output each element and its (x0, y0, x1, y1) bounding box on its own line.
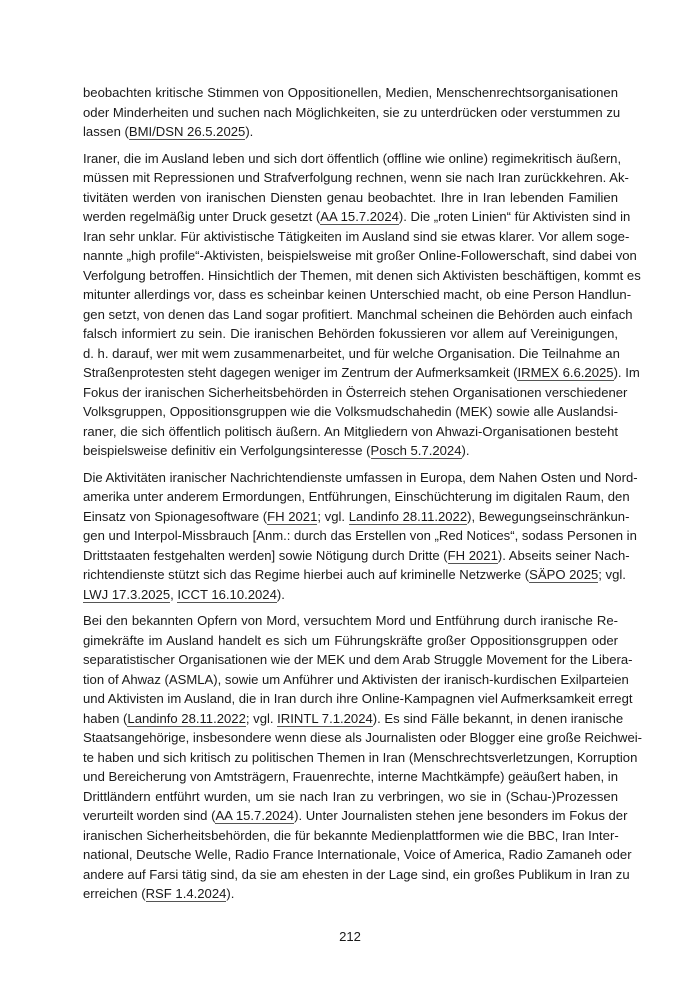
text-line (83, 631, 618, 651)
citation-link[interactable]: FH 2021 (267, 508, 318, 524)
text-segment: Iraner, die im Ausland leben und sich dort öffentlich (offline wie online) regimekritisch äußern, (83, 150, 622, 166)
citation-link[interactable]: RSF 1.4.2024 (145, 886, 227, 901)
text-segment: andere auf Farsi tätig sind, da sie am ehesten in der Lage sind, ein großes Publikum in Iran zu (83, 866, 630, 882)
text-line (83, 402, 618, 422)
text-segment: te haben und sich kritisch zu politischen Themen in Iran (Menschrechtsverletzungen, Korruption (83, 749, 638, 765)
text-line (83, 122, 618, 142)
document-body (83, 83, 643, 911)
text-segment: ). (276, 586, 285, 602)
citation-link[interactable]: IRINTL 7.1.2024 (277, 710, 373, 726)
citation-link[interactable]: Landinfo 28.11.2022 (127, 710, 246, 726)
text-segment: tivitäten werden von iranischen Diensten genau beobachtet. Ihre in Iran lebenden Familien (83, 189, 618, 205)
text-segment: ). Unter Journalisten stehen jene besonders im Fokus der (294, 808, 628, 823)
text-segment: Iran sehr unklar. Für aktivistische Tätigkeiten im Ausland sind sie etwas klarer. Vor allem soge- (83, 228, 630, 244)
citation-link[interactable]: BMI/DSN 26.5.2025 (128, 124, 246, 139)
text-segment: Die Aktivitäten iranischer Nachrichtendienste umfassen in Europa, dem Nahen Osten und Nord- (83, 469, 638, 485)
text-segment: ). Es sind Fälle bekannt, in denen iranische (372, 710, 624, 726)
citation-link[interactable]: AA 15.7.2024 (215, 808, 295, 823)
text-line (83, 565, 626, 585)
citation-link[interactable]: Posch 5.7.2024 (370, 443, 462, 458)
text-segment: Drittstaaten festgehalten werden] sowie Nötigung durch Dritte ( (83, 547, 448, 563)
text-line (83, 149, 622, 169)
text-line (83, 689, 633, 709)
citation-link[interactable]: AA 15.7.2024 (320, 209, 399, 224)
text-segment: , (170, 586, 178, 602)
text-segment: Einsatz von Spionagesoftware ( (83, 508, 268, 524)
text-segment: Drittländern entführt wurden, um sie nach Iran zu verbringen, wo sie in (Schau-)Prozessen (83, 788, 618, 804)
text-line (83, 670, 629, 690)
text-line (83, 845, 632, 865)
text-line (83, 767, 618, 787)
paragraph (83, 468, 638, 605)
text-line (83, 865, 630, 885)
text-segment: ). (226, 886, 235, 901)
text-line (83, 884, 618, 904)
text-segment: müssen mit Repressionen und Strafverfolgung rechnen, wenn sie nach Iran zurückkehren. Ak- (83, 170, 629, 185)
text-segment: gimekräfte im Ausland handelt es sich um Führungskräfte großer Oppositionsgruppen oder (83, 632, 618, 648)
text-segment: d. h. darauf, wer mit wem zusammenarbeitet, und für welche Organisation. Die Teilnahme an (83, 345, 620, 361)
text-segment: ). (461, 443, 470, 458)
text-segment: falsch informiert zu sein. Die iranischen Behörden fokussieren vor allem auf Vereinigungen, (83, 326, 618, 341)
text-segment: Staatsangehörige, insbesondere wenn diese als Journalisten oder Blogger eine große Reichwei- (83, 730, 643, 745)
text-line (83, 507, 630, 527)
text-line (83, 344, 618, 364)
text-line (83, 266, 641, 286)
text-segment: mitunter allerdings vor, dass es scheinbar keinen Unterschied macht, ob eine Person Handlun- (83, 287, 632, 302)
text-line (83, 728, 643, 748)
paragraph (83, 611, 643, 904)
text-segment: gen und Interpol-Missbrauch [Anm.: durch das Erstellen von „Red Notices“, sodass Personen in (83, 528, 637, 543)
text-segment: ; vgl. (598, 567, 626, 582)
text-segment: gen setzt, von denen das Land sogar profitiert. Manchmal scheinen die Behörden auch einfach (83, 306, 633, 322)
text-segment: verurteilt worden sind ( (83, 808, 216, 823)
text-line (83, 103, 621, 123)
text-segment: werden regelmäßig unter Druck gesetzt ( (83, 209, 321, 224)
text-line (83, 585, 618, 605)
text-segment: national, Deutsche Welle, Radio France Internationale, Voice of America, Radio Zamaneh oder (83, 847, 632, 862)
text-segment: und Aktivisten im Ausland, die in Iran durch ihre Online-Kampagnen viel Aufmerksamkeit erregt (83, 691, 633, 706)
text-segment: haben ( (83, 710, 128, 726)
paragraph (83, 149, 641, 461)
text-line (83, 83, 618, 103)
text-line (83, 468, 638, 488)
text-line (83, 526, 637, 546)
text-segment: ; vgl. (317, 508, 349, 524)
text-segment: nannte „high profile“-Aktivisten, beispielsweise mit großer Online-Followerschaft, sind dabei von (83, 248, 637, 263)
text-line (83, 441, 618, 461)
text-segment: tion of Ahwaz (ASMLA), sowie um Anführer und Aktivisten der iranisch-kurdischen Exilparteien (83, 671, 629, 687)
text-line (83, 227, 630, 247)
text-segment: Fokus der iranischen Sicherheitsbehörden in Österreich stehen Organisationen verschiedener (83, 384, 628, 400)
text-segment: ). Die „roten Linien“ für Aktivisten sind in (398, 209, 631, 224)
text-segment: Bei den bekannten Opfern von Mord, versuchtem Mord und Entführung durch iranische Re- (83, 613, 618, 628)
text-line (83, 305, 633, 325)
text-line (83, 826, 618, 846)
text-line (83, 168, 629, 188)
text-line (83, 246, 637, 266)
text-line (83, 806, 628, 826)
text-segment: beobachten kritische Stimmen von Oppositionellen, Medien, Menschenrechtsorganisationen (83, 85, 618, 100)
text-line (83, 363, 640, 383)
text-segment: erreichen ( (83, 886, 146, 901)
text-segment: ; vgl. (245, 710, 278, 726)
text-line (83, 709, 624, 729)
text-segment: ), Bewegungseinschränkun- (467, 508, 630, 524)
page-number: 212 (339, 929, 361, 944)
text-line (83, 650, 633, 670)
text-segment: richtendienste stützt sich das Regime hierbei auch auf kriminelle Netzwerke ( (83, 567, 530, 582)
text-segment: lassen ( (83, 124, 129, 139)
text-segment: raner, die sich öffentlich politisch äußern. An Mitgliedern von Ahwazi-Organisationen besteht (83, 423, 618, 439)
text-line (83, 422, 618, 442)
text-segment: amerika unter anderem Ermordungen, Entführungen, Einschüchterung im digitalen Raum, den (83, 489, 630, 504)
text-line (83, 383, 628, 403)
citation-link[interactable]: LWJ 17.3.2025 (83, 586, 171, 602)
text-segment: Volksgruppen, Oppositionsgruppen wie die Volksmudschahedin (MEK) sowie alle Auslandsi- (83, 404, 618, 419)
text-segment: iranischen Sicherheitsbehörden, die für bekannte Medienplattformen wie die BBC, Iran Inter- (83, 827, 619, 843)
text-line (83, 787, 618, 807)
text-segment: ). Im (613, 365, 640, 380)
text-segment: Verfolgung betroffen. Hinsichtlich der Themen, mit denen sich Aktivisten beschäftigen, kommt es (83, 267, 641, 283)
text-segment: ). (245, 124, 254, 139)
text-line (83, 207, 631, 227)
text-line (83, 611, 618, 631)
text-segment: separatistischer Organisationen wie der MEK und dem Arab Struggle Movement for the Libera- (83, 652, 633, 667)
citation-link[interactable]: FH 2021 (447, 547, 498, 563)
text-segment: beispielsweise definitiv ein Verfolgungsinteresse ( (83, 443, 371, 458)
citation-link[interactable]: ICCT 16.10.2024 (177, 586, 277, 602)
text-line (83, 487, 630, 507)
text-segment: und Bereicherung von Amtsträgern, Frauenrechte, interne Machtkämpfe) geäußert haben, in (83, 769, 618, 784)
paragraph (83, 83, 621, 142)
text-segment: ). Abseits seiner Nach- (497, 547, 630, 563)
citation-link[interactable]: SÄPO 2025 (529, 567, 599, 582)
text-line (83, 748, 638, 768)
text-line (83, 546, 630, 566)
citation-link[interactable]: Landinfo 28.11.2022 (348, 508, 468, 524)
text-segment: oder Minderheiten und suchen nach Möglichkeiten, sie zu unterdrücken oder verstummen zu (83, 104, 621, 120)
text-line (83, 285, 632, 305)
text-line (83, 188, 618, 208)
citation-link[interactable]: IRMEX 6.6.2025 (517, 365, 614, 380)
text-segment: Straßenprotesten steht dagegen weniger im Zentrum der Aufmerksamkeit ( (83, 365, 518, 380)
text-line (83, 324, 618, 344)
